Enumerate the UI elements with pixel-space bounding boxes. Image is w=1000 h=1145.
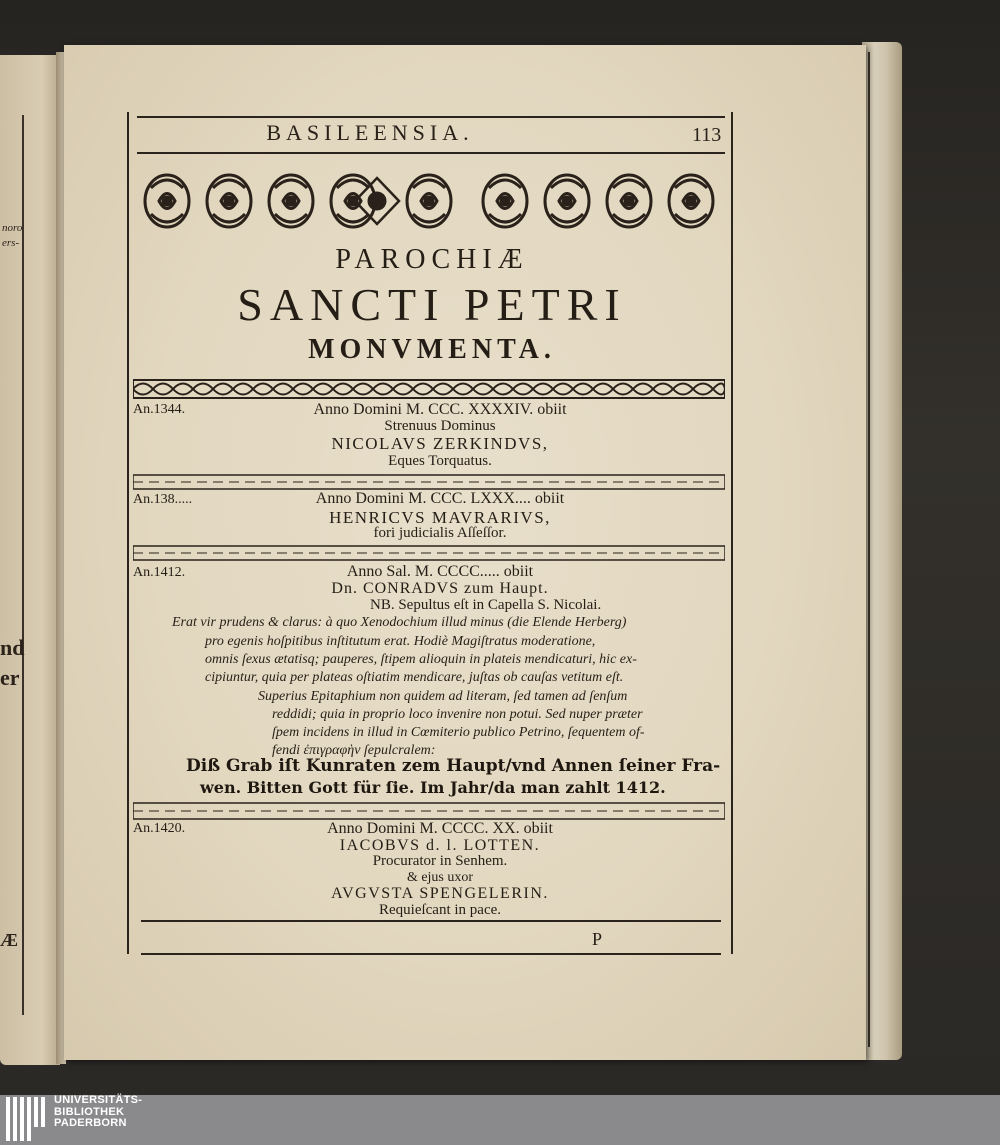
entry-line: HENRICVS MAVRARIVS, <box>329 508 551 527</box>
left-page-frame <box>0 115 24 1015</box>
italic-paragraph-line: Superius Epitaphium non quidem ad literam, ſed tamen ad ſenſum <box>258 689 628 704</box>
left-page-fragment: nd <box>0 635 25 660</box>
left-page <box>0 55 60 1065</box>
library-name-line3: PADERBORN <box>54 1117 127 1129</box>
bottom-rule <box>141 953 721 955</box>
entry-line: Anno Domini M. CCC. XXXXIV. obiit <box>313 401 567 418</box>
entry-line: Dn. CONRADVS zum Haupt. <box>331 580 549 597</box>
entry-line: Anno Sal. M. CCCC..... obiit <box>346 563 534 580</box>
entry-line: fori judicialis Aſſeſſor. <box>373 525 507 541</box>
entry-line: Eques Torquatus. <box>388 453 492 469</box>
library-name <box>54 1095 142 1130</box>
page-edge <box>862 42 902 1060</box>
divider-band-icon <box>133 545 725 561</box>
italic-paragraph-line: cipiuntur, quia per plateas oſtiatim mendicare, juſtas ob cauſas vetitum eſt. <box>205 670 624 685</box>
bottom-rule <box>141 920 721 922</box>
library-logo-icon <box>6 1095 50 1141</box>
running-title: BASILEENSIA. <box>266 120 474 145</box>
entry-line: Anno Domini M. CCC. LXXX.... obiit <box>315 490 565 507</box>
entry-line: Anno Domini M. CCCC. XX. obiit <box>327 820 553 837</box>
entry-line: Requieſcant in pace. <box>378 902 502 918</box>
header-rule-bottom <box>137 152 725 154</box>
entry-line: IACOBVS d. l. LOTTEN. <box>339 837 541 854</box>
italic-paragraph-line: pro egenis hoſpitibus inſtitutum erat. Hodiè Magiſtratus moderatione, <box>205 634 596 649</box>
ornament-band-icon <box>137 168 723 234</box>
german-inscription-line: wen. Bitten Gott für ſie. Im Jahr/da man zahlt 1412. <box>200 778 666 797</box>
title-sancti-petri: SANCTI PETRI <box>237 279 627 330</box>
italic-paragraph-line: ſpem incidens in illud in Cœmiterio publico Petrino, ſequentem of- <box>272 725 645 740</box>
entry-year: An.138..... <box>133 492 193 507</box>
entry-year: An.1344. <box>133 402 186 417</box>
entry-line: Strenuus Dominus <box>384 418 496 434</box>
title-parochiae: PAROCHIÆ <box>335 244 529 275</box>
left-page-fragment: Æ <box>0 930 18 950</box>
italic-paragraph-line: omnis ſexus ætatisq; pauperes, ſtipem alioquin in plateis mendicaturi, hic ex- <box>205 652 637 667</box>
italic-paragraph-line: Erat vir prudens & clarus: à quo Xenodochium illud minus (die Elende Herberg) <box>172 615 627 630</box>
entry-line: & ejus uxor <box>406 870 474 885</box>
entry-year: An.1412. <box>133 565 186 580</box>
library-footer <box>0 1095 1000 1145</box>
library-name-line1: UNIVERSITÄTS- <box>54 1094 143 1106</box>
italic-paragraph-line: fendi ἐπιγραφὴν ſepulcralem: <box>272 743 436 758</box>
left-page-fragment: noro <box>2 222 23 234</box>
divider-band-icon <box>133 474 725 490</box>
divider-band-icon <box>133 802 725 820</box>
italic-paragraph-line: reddidi; quia in proprio loco invenire non potui. Sed nuper præter <box>272 707 643 722</box>
ornament-band-icon <box>133 378 725 400</box>
entry-line: AVGVSTA SPENGELERIN. <box>331 885 549 902</box>
left-page-fragment: er <box>0 665 20 690</box>
entry-line: NICOLAVS ZERKINDVS, <box>331 434 549 453</box>
page-number: 113 <box>692 124 722 146</box>
left-page-fragment: ers- <box>2 237 20 249</box>
signature-mark: P <box>592 929 603 949</box>
library-name-line2: BIBLIOTHEK <box>54 1105 125 1118</box>
entry-line: NB. Sepultus eſt in Capella S. Nicolai. <box>370 597 602 613</box>
entry-line: Procurator in Senhem. <box>372 853 508 869</box>
header-rule-top <box>137 116 725 118</box>
entry-year: An.1420. <box>133 821 186 836</box>
title-monumenta: MONVMENTA. <box>308 334 556 365</box>
german-inscription-line: Diß Grab iſt Kunraten zem Haupt/vnd Annen ſeiner Fra- <box>186 756 721 776</box>
